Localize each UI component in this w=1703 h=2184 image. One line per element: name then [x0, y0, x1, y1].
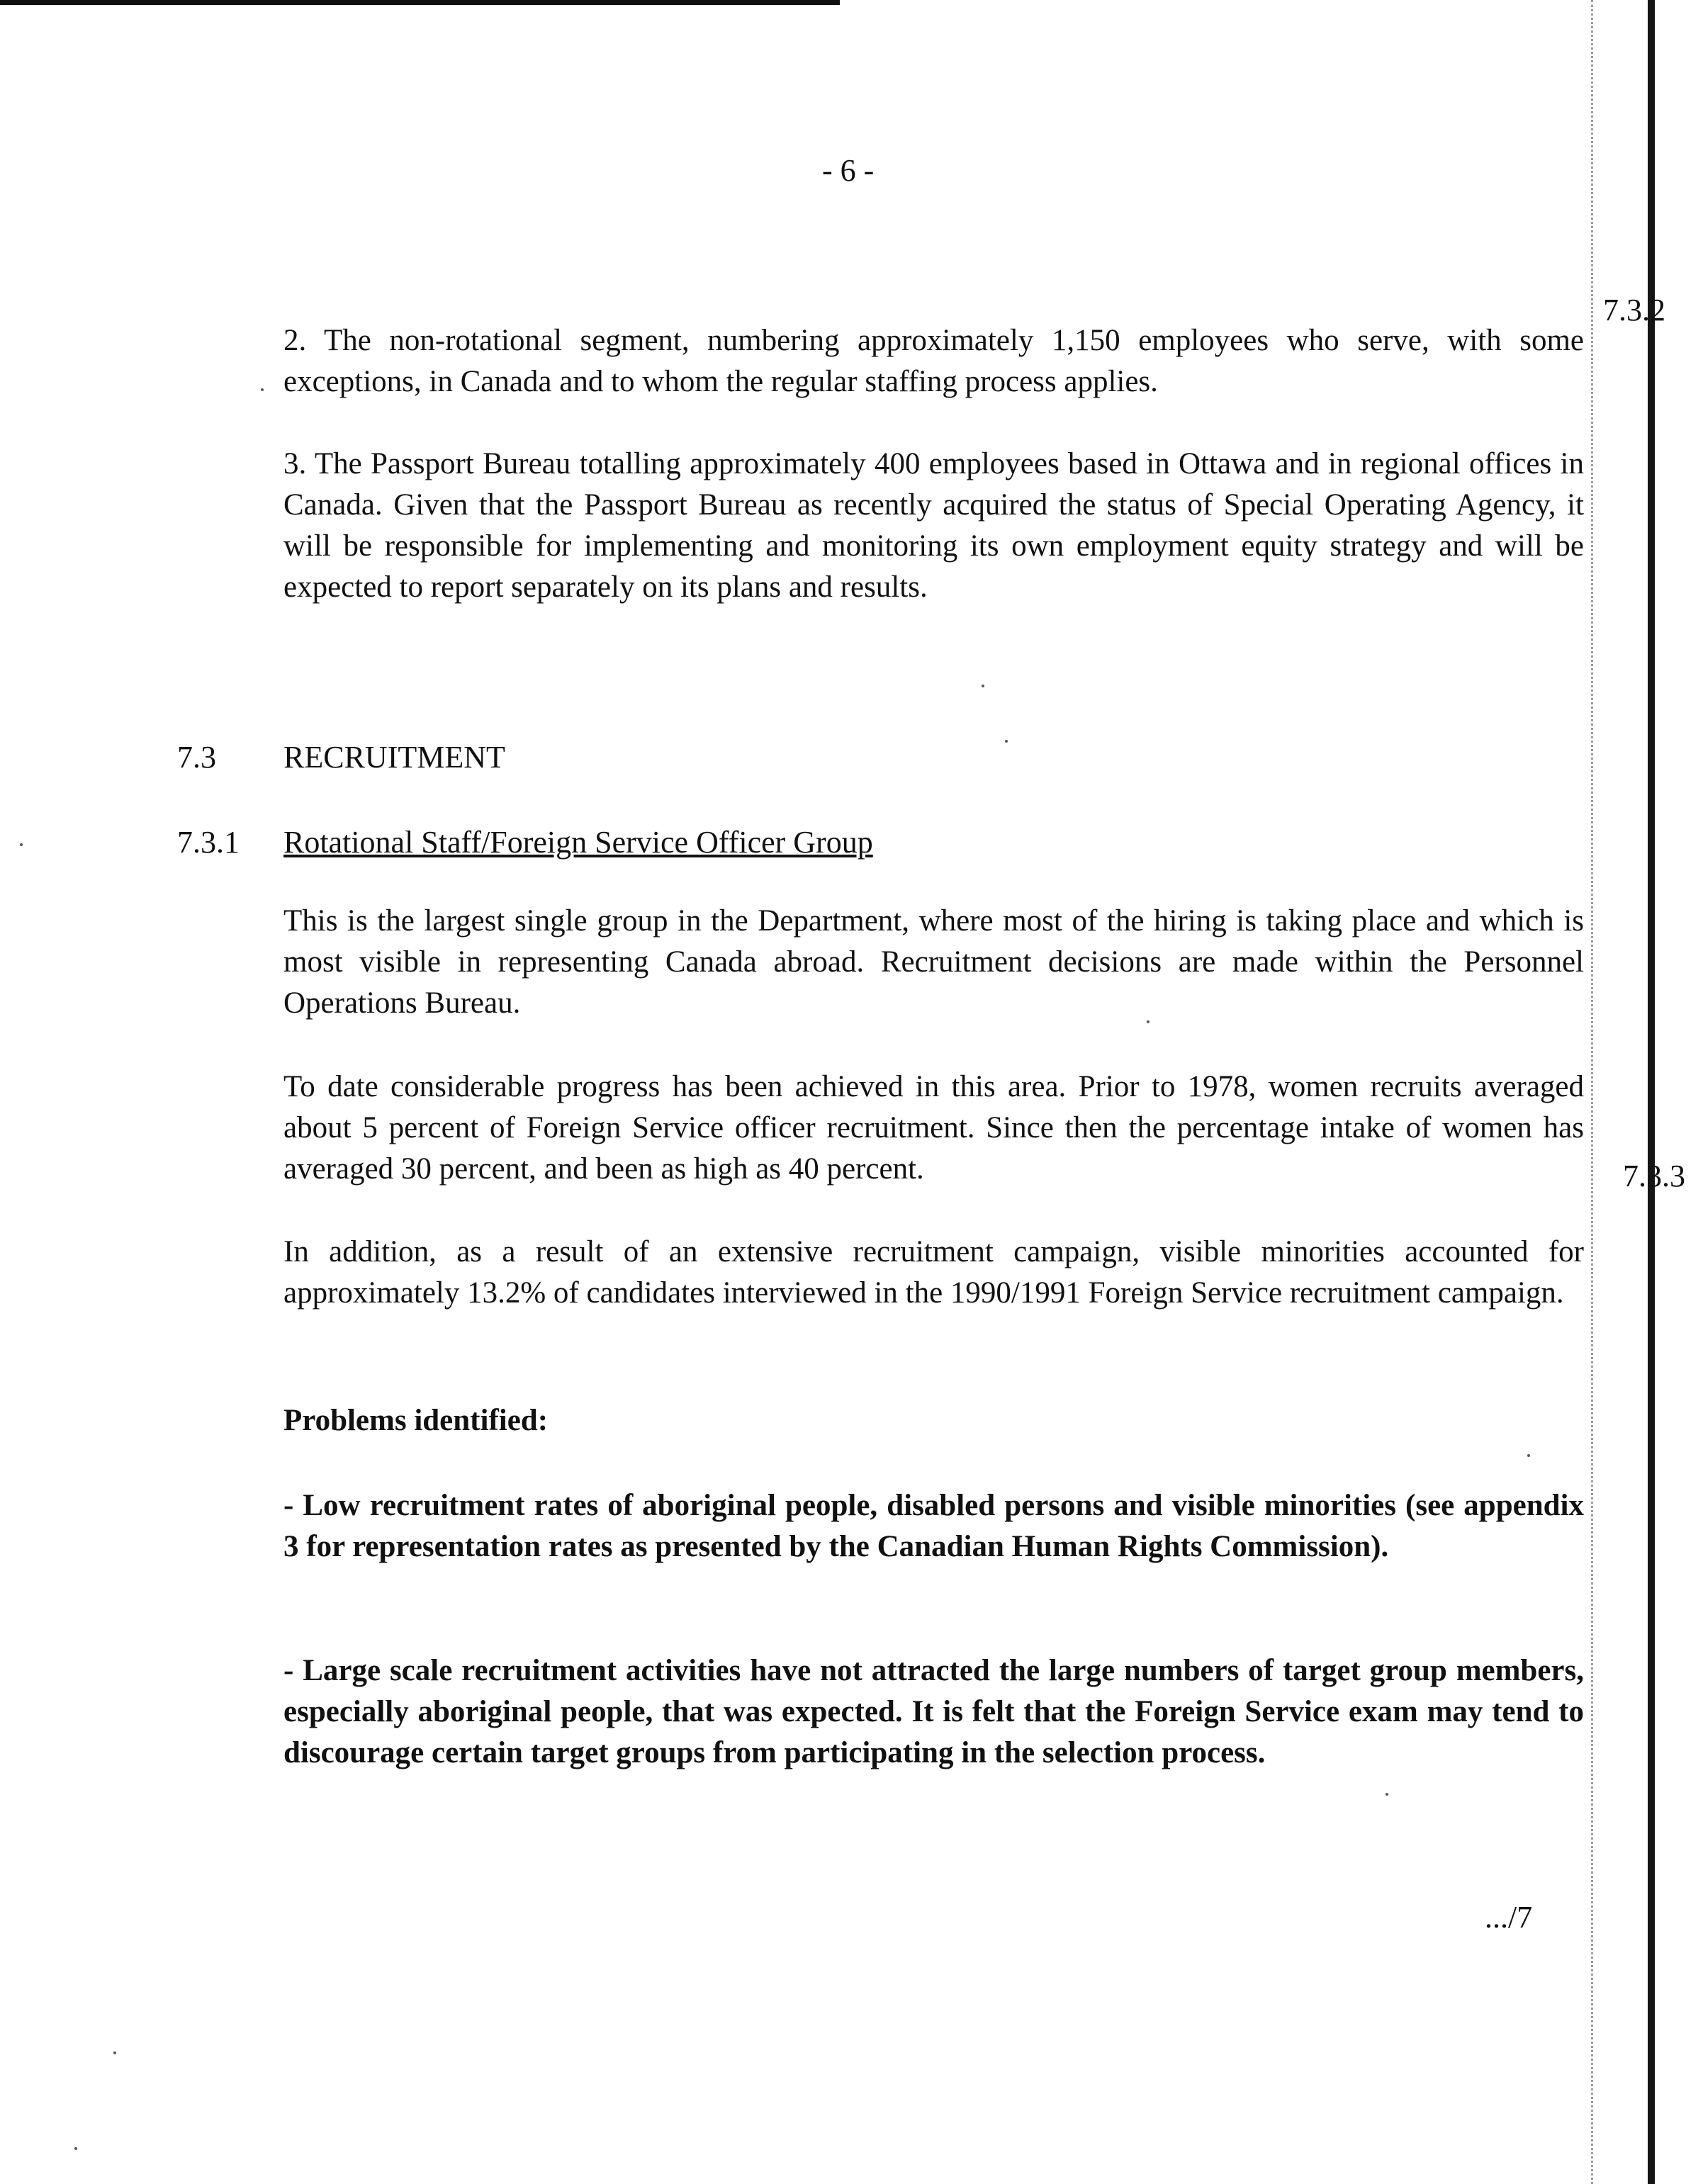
paragraph-passport-bureau: 3. The Passport Bureau totalling approximately 400 employees based in Ottawa and in regional offices in Canada. Given that the Passport Bureau as recently acquired the status of Special Operating Agency, it will be responsible for implementing and monitoring its own employment equity strategy and will be expected to report separately on its plans and results.	[283, 447, 1584, 604]
problem-item-low-recruitment: - Low recruitment rates of aboriginal people, disabled persons and visible minorities (see appendix 3 for representation rates as presented by the Canadian Human Rights Commission).	[283, 1489, 1584, 1563]
page-number: - 6 -	[822, 153, 875, 188]
problem-item-large-scale: - Large scale recruitment activities have not attracted the large numbers of target group members, especially aboriginal people, that was expected. It is felt that the Foreign Service exam may tend to discourage certain target groups from participating in the selection process.	[283, 1654, 1584, 1769]
section-heading-rotational-staff: Rotational Staff/Foreign Service Officer Group	[283, 825, 873, 860]
paragraph-visible-minorities: In addition, as a result of an extensive recruitment campaign, visible minorities accounted for approximately 13.2% of candidates interviewed in the 1990/1991 Foreign Service recruitment campaign.	[283, 1235, 1584, 1310]
continuation-marker: .../7	[1485, 1900, 1533, 1935]
problems-heading: Problems identified:	[283, 1404, 549, 1437]
scan-speck	[1386, 1793, 1388, 1796]
section-number-7-3-1: 7.3.1	[177, 825, 240, 860]
section-number-7-3: 7.3	[177, 740, 216, 775]
scan-speck	[20, 843, 23, 846]
scan-speck	[113, 2051, 116, 2054]
paragraph-largest-group: This is the largest single group in the Department, where most of the hiring is taking place and which is most visible in representing Canada abroad. Recruitment decisions are made within the Personnel Operations Bureau.	[283, 904, 1584, 1020]
scan-speck	[261, 388, 264, 391]
margin-note-7-3-2: 7.3.2	[1603, 293, 1665, 327]
margin-note-7-3-3: 7.3.3	[1623, 1159, 1685, 1193]
paragraph-non-rotational-segment: 2. The non-rotational segment, numbering approximately 1,150 employees who serve, with some exceptions, in Canada and to whom the regular staffing process applies.	[283, 324, 1584, 398]
scan-speck	[982, 685, 984, 687]
right-scan-dotted-edge	[1591, 0, 1593, 2184]
section-heading-recruitment: RECRUITMENT	[283, 740, 505, 775]
paragraph-progress-women: To date considerable progress has been achieved in this area. Prior to 1978, women recruits averaged about 5 percent of Foreign Service officer recruitment. Since then the percentage intake of women has averaged 30 percent, and been as high as 40 percent.	[283, 1070, 1584, 1186]
top-scan-border	[0, 0, 840, 5]
scan-speck	[1005, 740, 1008, 743]
scan-speck	[1147, 1020, 1150, 1023]
scan-speck	[1527, 1454, 1530, 1457]
scan-speck	[74, 2147, 77, 2150]
